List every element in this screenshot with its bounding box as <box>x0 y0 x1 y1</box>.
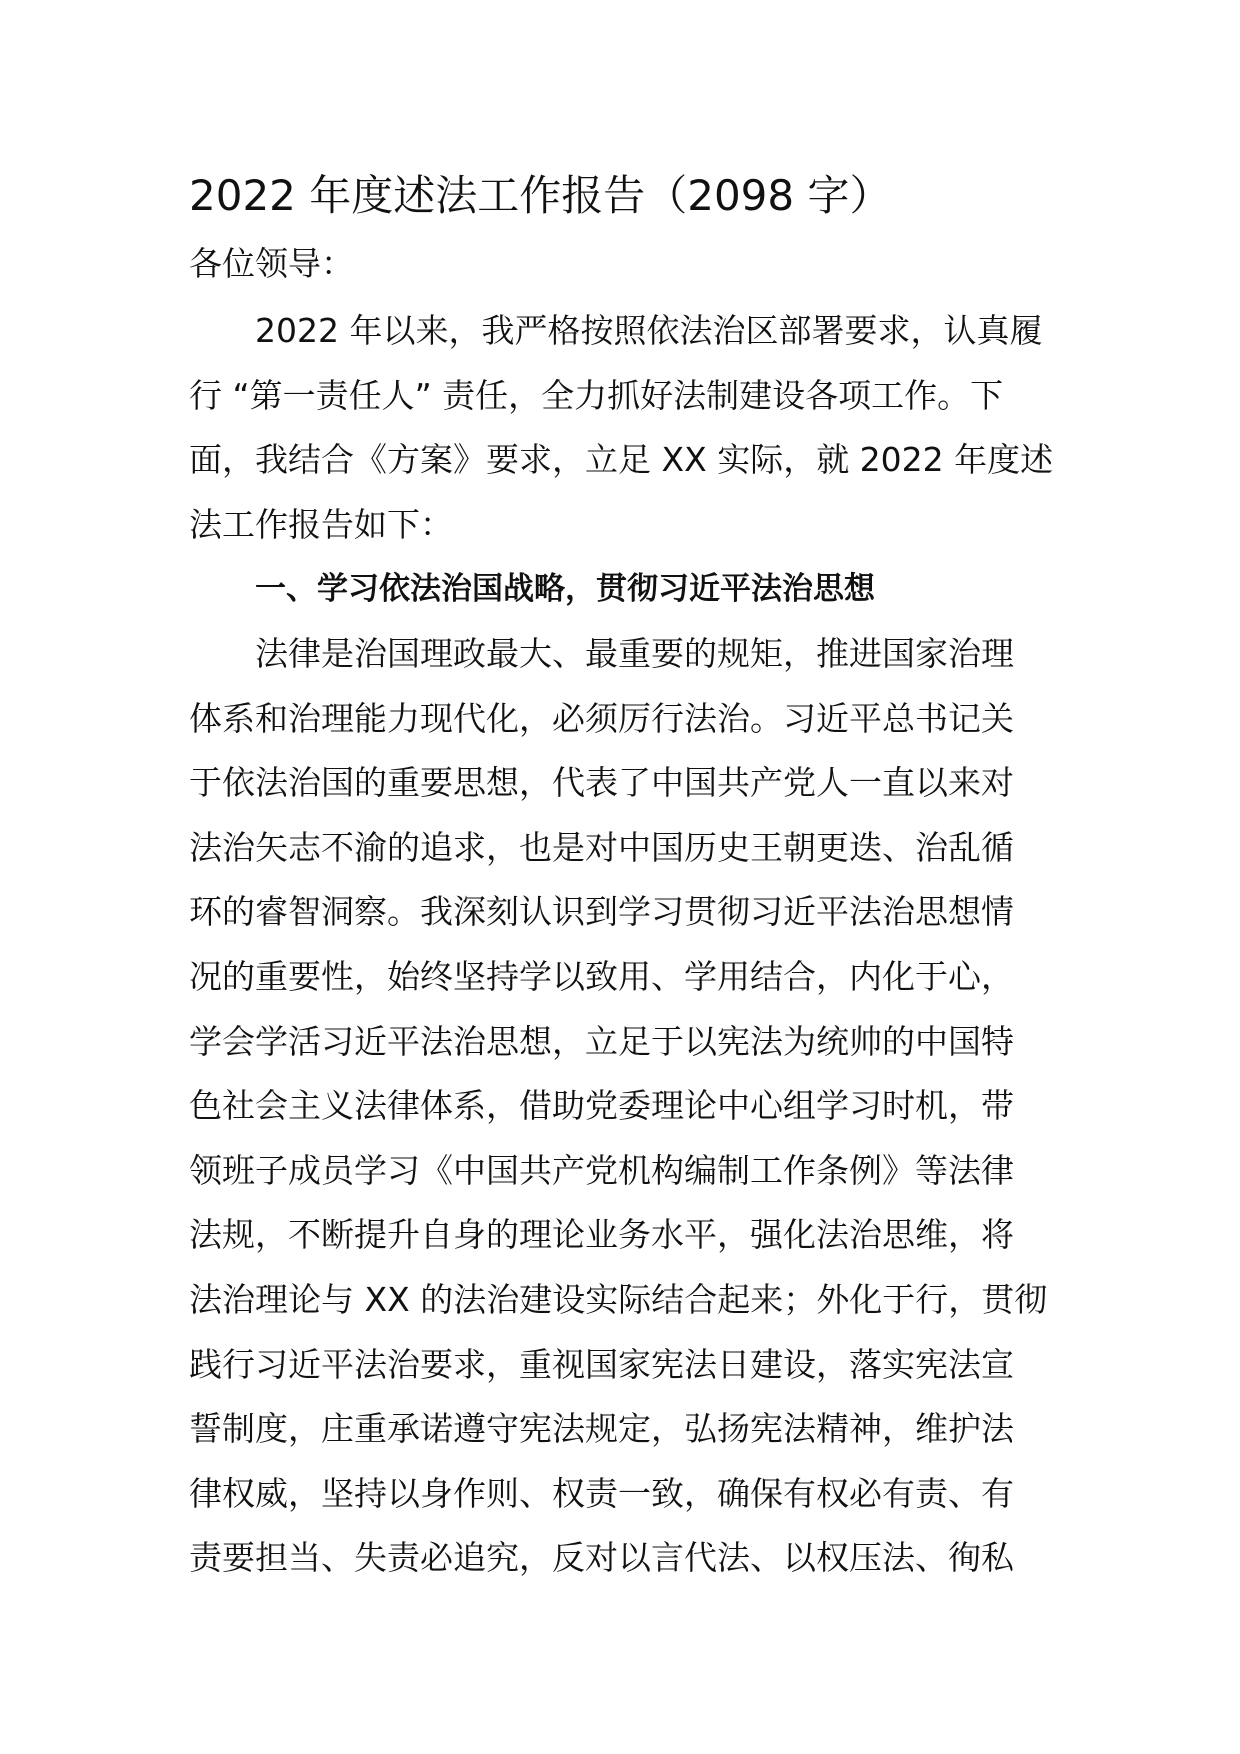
paragraph-line: 责要担当、失责必追究，反对以言代法、以权压法、徇私 <box>189 1538 1014 1578</box>
paragraph-line: 法律是治国理政最大、最重要的规矩，推进国家治理 <box>255 633 1014 673</box>
paragraph-line: 领班子成员学习《中国共产党机构编制工作条例》等法律 <box>189 1150 1014 1190</box>
paragraph-line: 践行习近平法治要求，重视国家宪法日建设，落实宪法宣 <box>189 1344 1014 1384</box>
paragraph-line: 色社会主义法律体系，借助党委理论中心组学习时机，带 <box>189 1086 1014 1126</box>
section-heading: 一、学习依法治国战略，贯彻习近平法治思想 <box>255 571 875 608</box>
paragraph-line: 学会学活习近平法治思想，立足于以宪法为统帅的中国特 <box>189 1021 1014 1061</box>
paragraph-line: 律权威，坚持以身作则、权责一致，确保有权必有责、有 <box>189 1473 1014 1513</box>
document-body <box>189 299 1055 1591</box>
paragraph-line: 环的睿智洞察。我深刻认识到学习贯彻习近平法治思想情 <box>189 892 1014 932</box>
paragraph-line: 誓制度，庄重承诺遵守宪法规定，弘扬宪法精神，维护法 <box>189 1409 1014 1449</box>
paragraph-line: 法治矢志不渝的追求，也是对中国历史王朝更迭、治乱循 <box>189 827 1014 867</box>
paragraph-line: 况的重要性，始终坚持学以致用、学用结合，内化于心， <box>189 956 1014 996</box>
paragraph-line: 于依法治国的重要思想，代表了中国共产党人一直以来对 <box>189 763 1014 803</box>
paragraph-line: 面，我结合《方案》要求，立足 XX 实际，就 2022 年度述 <box>189 440 1054 480</box>
document-title: 2022 年度述法工作报告（2098 字） <box>189 171 892 220</box>
salutation: 各位领导： <box>189 244 354 283</box>
paragraph-line: 2022 年以来，我严格按照依法治区部署要求，认真履 <box>255 311 1043 350</box>
paragraph-line: 法规，不断提升自身的理论业务水平，强化法治思维，将 <box>189 1215 1014 1255</box>
paragraph-line: 行 “第一责任人” 责任，全力抓好法制建设各项工作。下 <box>189 375 1004 415</box>
paragraph-line: 法工作报告如下： <box>189 504 453 544</box>
paragraph-line: 体系和治理能力现代化，必须厉行法治。习近平总书记关 <box>189 698 1014 738</box>
paragraph-line: 法治理论与 XX 的法治建设实际结合起来；外化于行，贯彻 <box>189 1279 1048 1319</box>
